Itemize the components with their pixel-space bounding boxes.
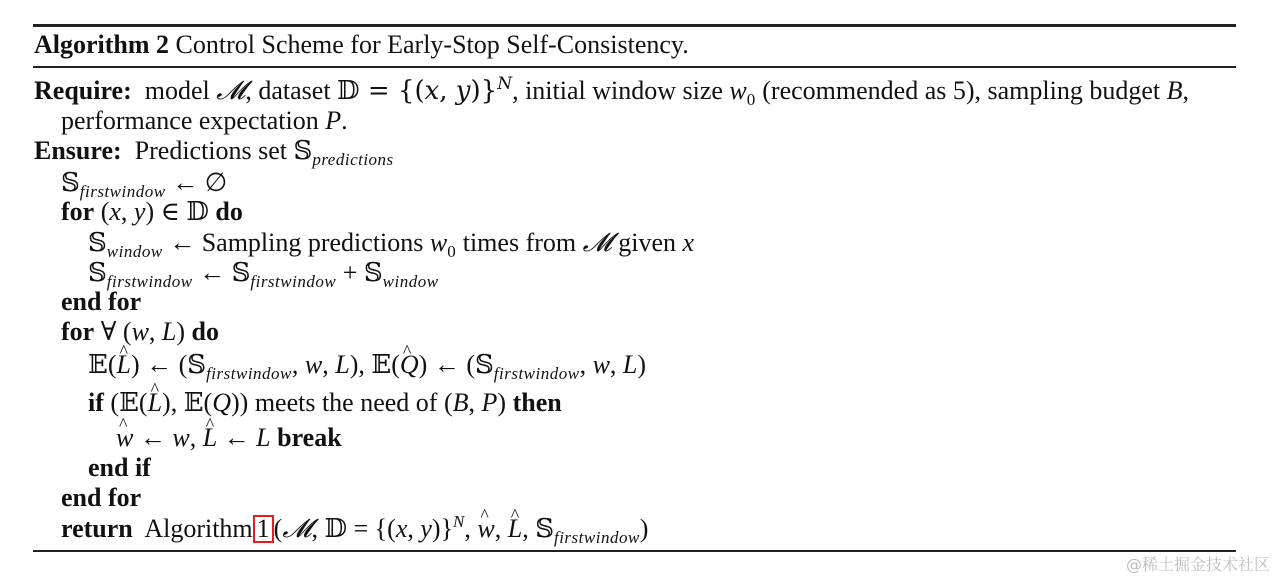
require-perf: performance expectation [61,106,319,135]
meets-need-text: meets the need of [254,388,438,417]
given-text: given [618,228,676,257]
require-label: Require: [34,76,132,105]
math-dataset: 𝔻 = {(x, y)}$^N$ [337,74,513,106]
kw-end-for: end for [61,287,142,316]
kw-do: do [215,197,243,226]
math-w0: w [729,76,747,105]
math-model: 𝓜 [216,76,246,106]
math-P: P [325,106,342,135]
require-dataset: , dataset [245,76,331,105]
require-initial: , initial window size [512,76,723,105]
for-line-2: for ∀ (w, L) do [61,317,220,346]
times-from-text: times from [462,228,577,257]
require-recommended: (recommended as 5), sampling budget [762,76,1161,105]
require-line: Require: model 𝓜, dataset 𝔻 = {(x, y)}$^N$, initial window size $w_0$ (recommended as 5), sampling budget B, [34,74,1189,109]
math-B: B [1166,76,1183,105]
kw-return: return [61,514,133,543]
ensure-line: Ensure: Predictions set 𝕊$_{predictions}$ [34,136,394,169]
algorithm-title [34,30,689,60]
header-rule [33,66,1236,68]
assign-line: ^ w ← w, ^ L ← L break [116,423,342,453]
kw-end-for-2: end for [61,483,142,512]
if-line: if (𝔼(^ L), 𝔼(Q)) meets the need of (B, P) then [88,388,562,418]
for-line-1: for (x, y) ∈ 𝔻 do [61,197,243,227]
algorithm-ref-link[interactable]: 1 [253,515,274,543]
kw-for: for [61,197,95,226]
end-if [88,453,151,483]
return-line: return Algorithm 1 (𝓜, 𝔻 = {(x, y)}$^N$, ^ w, ^ L, 𝕊$_{firstwindow}$) [61,514,648,547]
update-line: 𝕊$_{firstwindow}$ ← 𝕊$_{firstwindow}$ + 𝕊$_{window}$ [88,258,439,291]
algorithm-title-text: Control Scheme for Early-Stop Self-Consistency. [175,30,689,59]
watermark: @稀土掘金技术社区 [1125,555,1270,574]
sampling-line: 𝕊$_{window}$ ← Sampling predictions $w_0$ times from 𝓜 given x [88,228,695,261]
end-for-2 [61,483,141,513]
ensure-text: Predictions set [134,136,288,165]
init-line: 𝕊$_{firstwindow}$ ← ∅ [61,168,228,201]
algorithm-ref-text: Algorithm [144,514,253,543]
require-model: model [144,76,210,105]
algorithm-label: Algorithm 2 [34,30,170,59]
kw-for-2: for [61,317,95,346]
kw-break: break [277,423,342,452]
ensure-label: Ensure: [34,136,122,165]
end-for-1 [61,287,141,317]
require-line-2: performance expectation P. [61,106,348,135]
kw-do-2: do [191,317,220,346]
expectation-line: 𝔼(^ L) ← (𝕊$_{firstwindow}$, w, L), 𝔼(^ Q) ← (𝕊$_{firstwindow}$, w, L) [88,350,646,383]
kw-end-if: end if [88,453,151,482]
kw-then: then [512,388,562,417]
bottom-rule [33,550,1236,552]
kw-if: if [88,388,104,417]
sampling-text: Sampling predictions [201,228,424,257]
top-rule [33,24,1236,27]
